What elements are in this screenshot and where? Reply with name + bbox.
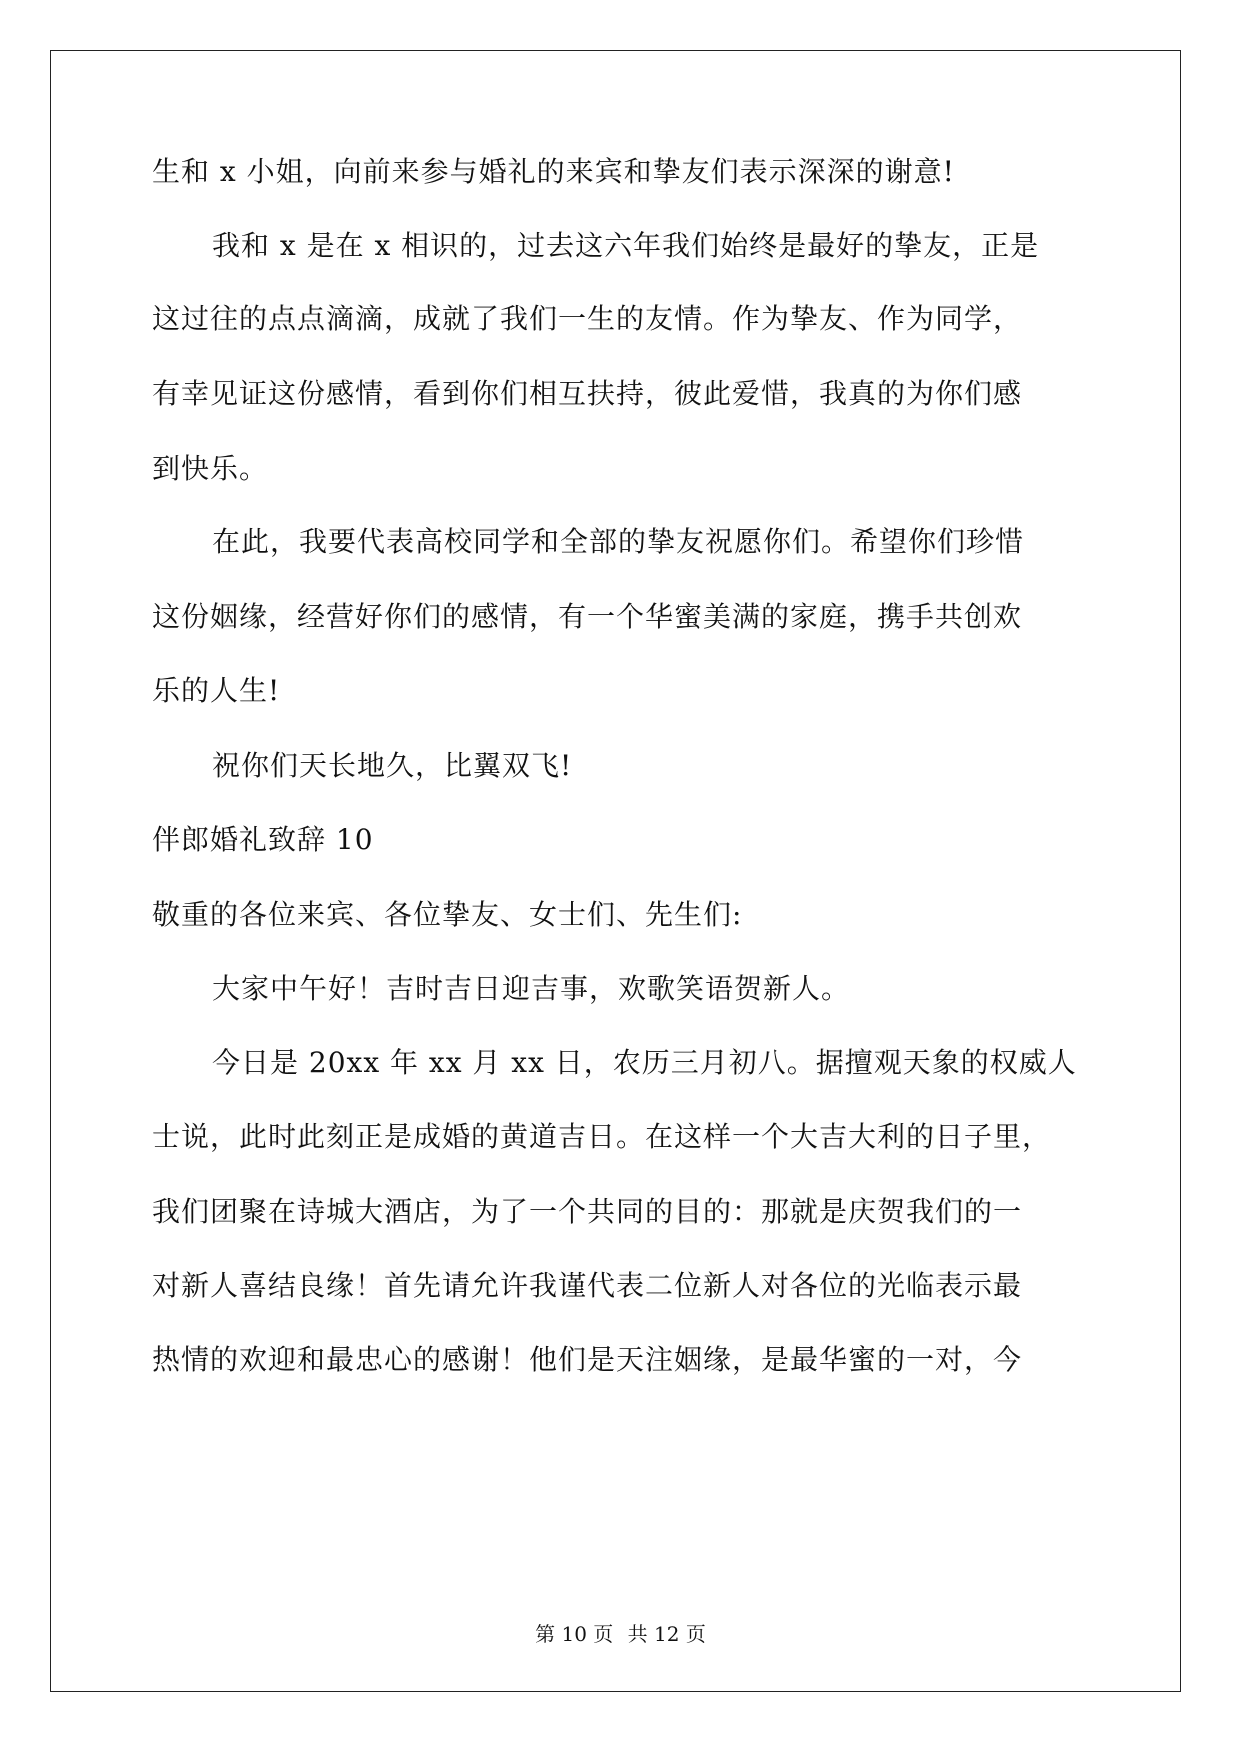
body-line: 士说，此时此刻正是成婚的黄道吉日。在这样一个大吉大利的日子里， (152, 1120, 1052, 1153)
body-line: 我和 x 是在 x 相识的，过去这六年我们始终是最好的挚友，正是 (212, 229, 1040, 262)
body-line: 我们团聚在诗城大酒店，为了一个共同的目的：那就是庆贺我们的一 (152, 1195, 1023, 1228)
body-line: 热情的欢迎和最忠心的感谢！他们是天注姻缘，是最华蜜的一对，今 (152, 1343, 1023, 1376)
body-line: 在此，我要代表高校同学和全部的挚友祝愿你们。希望你们珍惜 (212, 525, 1025, 558)
body-line: 大家中午好！吉时吉日迎吉事，欢歌笑语贺新人。 (212, 972, 851, 1005)
body-line: 今日是 20xx 年 xx 月 xx 日，农历三月初八。据擅观天象的权威人 (212, 1046, 1077, 1079)
body-line: 乐的人生! (152, 674, 281, 707)
page-footer (0, 1620, 1241, 1648)
body-line: 祝你们天长地久，比翼双飞! (212, 749, 573, 782)
page-number: 第 10 页 (535, 1622, 614, 1646)
body-line: 这过往的点点滴滴，成就了我们一生的友情。作为挚友、作为同学， (152, 302, 1023, 335)
body-line: 有幸见证这份感情，看到你们相互扶持，彼此爱惜，我真的为你们感 (152, 377, 1023, 410)
body-line: 对新人喜结良缘！首先请允许我谨代表二位新人对各位的光临表示最 (152, 1269, 1023, 1302)
body-line: 这份姻缘，经营好你们的感情，有一个华蜜美满的家庭，携手共创欢 (152, 600, 1023, 633)
page-total: 共 12 页 (627, 1622, 706, 1646)
body-line: 生和 x 小姐，向前来参与婚礼的来宾和挚友们表示深深的谢意! (152, 155, 955, 188)
page-border (50, 50, 1181, 1692)
section-heading: 伴郎婚礼致辞 10 (152, 823, 374, 856)
body-line: 到快乐。 (152, 452, 269, 485)
salutation: 敬重的各位来宾、各位挚友、女士们、先生们: (152, 898, 743, 931)
